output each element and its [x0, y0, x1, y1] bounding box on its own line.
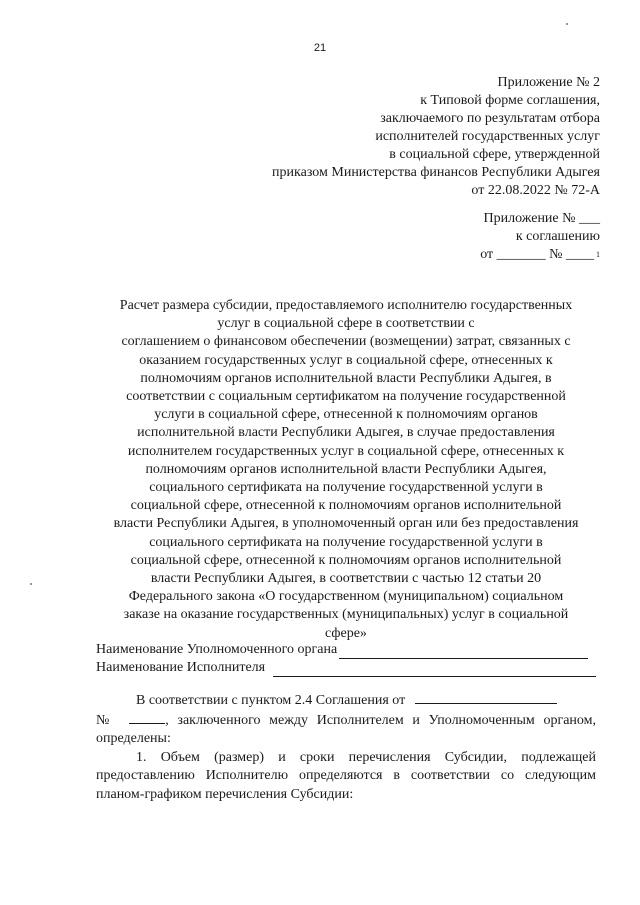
- body-paragraph-1-cont: [96, 711, 596, 749]
- appendix-header-line: заключаемого по результатам отбора: [380, 111, 600, 126]
- title-line: исполнителем государственных услуг в социальной сфере, отнесенных к: [127, 443, 565, 459]
- title-line: полномочиям органов исполнительной власти Республики Адыгея,: [145, 461, 547, 477]
- title-line: соответствии с социальным сертификатом на получение государственной: [126, 389, 566, 405]
- appendix-header: [180, 74, 600, 200]
- number-sign: №: [96, 712, 115, 728]
- scan-speck: [30, 583, 32, 585]
- executor-name-label: Наименование Исполнителя: [96, 660, 266, 675]
- title-line: услуг в социальной сфере в соответствии с: [217, 316, 475, 332]
- title-line: социальной сфере, отнесенной к полномочиям органов исполнительной: [130, 552, 562, 568]
- title-line: социального сертификата на получение государственной услуги в: [149, 480, 543, 496]
- appendix-header-line: к Типовой форме соглашения,: [420, 93, 600, 108]
- executor-name-blank[interactable]: [273, 663, 596, 677]
- title-line: услуги в социальной сфере, отнесенной к полномочиям органов: [154, 407, 538, 423]
- authority-name-label: Наименование Уполномоченного органа: [96, 642, 338, 657]
- paragraph-continuation: , заключенного между Исполнителем и Уполномоченным органом, определены:: [96, 712, 597, 746]
- document-body: [96, 691, 596, 804]
- body-paragraph-2: 1. Объем (размер) и сроки перечисления Субсидии, подлежащей предоставлению Исполнителю определяются в соответствии со следующим планом-графиком перечисления Субсидии:: [96, 749, 596, 802]
- appendix-header-line: Приложение № 2: [497, 75, 600, 90]
- scan-speck: [566, 23, 568, 25]
- agreement-appendix: [400, 210, 600, 264]
- title-line: социальной сфере, отнесенной к полномочиям органов исполнительной: [130, 498, 562, 514]
- authority-name-row: [96, 641, 596, 659]
- title-line: сфере»: [325, 625, 367, 641]
- appendix-header-line: от 22.08.2022 № 72-А: [471, 183, 600, 198]
- title-line: соглашением о финансовом обеспечении (возмещении) затрат, связанных с: [121, 334, 571, 350]
- authority-name-blank[interactable]: [339, 645, 588, 659]
- appendix-header-line: в социальной сфере, утвержденной: [389, 147, 600, 162]
- title-line: социального сертификата на получение государственной услуги в: [149, 534, 543, 550]
- executor-name-row: [96, 659, 596, 677]
- agreement-appendix-date: от _______ № ____ $^1$: [480, 247, 600, 262]
- page-number: 21: [313, 42, 327, 54]
- title-line: Федерального закона «О государственном (муниципальном) социальном: [128, 589, 564, 605]
- agreement-appendix-ref: к соглашению: [515, 229, 600, 244]
- document-title: [96, 297, 596, 643]
- title-line: полномочиям органов исполнительной власти Республики Адыгея, в: [140, 370, 552, 386]
- agreement-appendix-number: Приложение № ___: [483, 211, 600, 226]
- body-paragraph-1: [96, 691, 596, 711]
- party-names: [96, 641, 596, 677]
- agreement-date-blank[interactable]: [415, 691, 557, 704]
- title-line: заказе на оказание государственных (муниципальных) услуг в социальной: [123, 607, 569, 623]
- title-line: исполнительной власти Республики Адыгея, в случае предоставления: [137, 425, 555, 441]
- agreement-number-blank[interactable]: [129, 711, 165, 724]
- appendix-header-line: приказом Министерства финансов Республики Адыгея: [272, 165, 600, 180]
- title-line: власти Республики Адыгея, в уполномоченный орган или без предоставления: [113, 516, 579, 532]
- title-line: Расчет размера субсидии, предоставляемого исполнителю государственных: [119, 298, 573, 313]
- paragraph-intro: В соответствии с пунктом 2.4 Соглашения от: [136, 693, 406, 708]
- appendix-header-line: исполнителей государственных услуг: [375, 129, 600, 144]
- footnote-mark: 1: [596, 250, 600, 259]
- title-line: власти Республики Адыгея, в соответствии с частью 12 статьи 20: [150, 571, 542, 587]
- title-line: оказанием государственных услуг в социальной сфере, отнесенных к: [139, 352, 553, 368]
